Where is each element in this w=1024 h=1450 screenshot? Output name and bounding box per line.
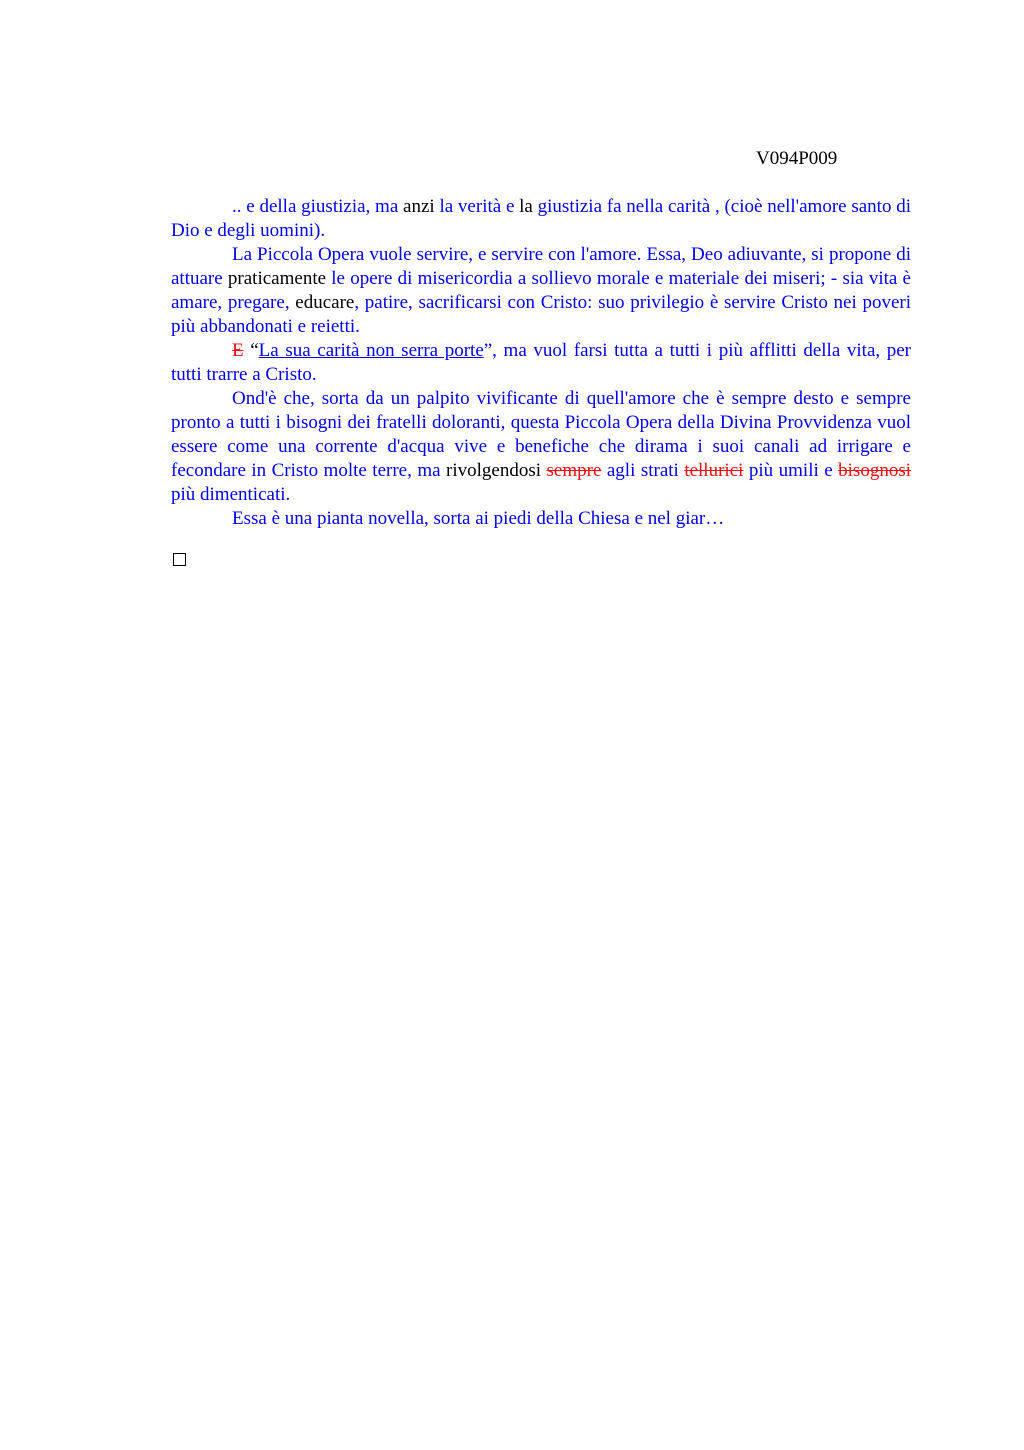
deleted-text: bisognosi xyxy=(838,460,912,481)
text-run: più dimenticati. xyxy=(171,484,291,505)
page-code: V094P009 xyxy=(756,148,838,169)
text-run: educare xyxy=(295,292,355,313)
paragraph xyxy=(171,339,911,387)
paragraph xyxy=(171,243,911,339)
text-run: “ xyxy=(243,340,259,361)
text-run: praticamente xyxy=(227,268,332,289)
deleted-text: tellurici xyxy=(684,460,744,481)
text-run: La Piccola Opera vuole servire, e servire con l'amore. Essa, Deo adiuvante, si propone di attuare xyxy=(171,244,911,289)
document-body xyxy=(171,195,911,531)
text-run: anzi xyxy=(403,196,440,217)
text-run: rivolgendosi xyxy=(446,460,547,481)
deleted-text: E xyxy=(232,340,244,361)
paragraph xyxy=(171,387,911,507)
text-run: Ond'è che, sorta da un palpito vivificante di quell'amore che è sempre desto e sempre pronto a tutti i bisogni dei fratelli doloranti, questa Piccola Opera della Divina Provvidenza vuol essere come una corrente d'acqua vive e benefiche che dirama i suoi canali ad irrigare e fecondare in Cristo molte terre, ma xyxy=(171,388,911,481)
text-run: ”, ma vuol farsi tutta a tutti i più afflitti della vita, per tutti trarre a Cristo. xyxy=(171,340,911,385)
deleted-text: sempre xyxy=(546,460,602,481)
text-run: agli strati xyxy=(601,460,685,481)
text-run: le opere di misericordia a sollievo morale e materiale dei miseri; - sia vita è amare, pregare, xyxy=(171,268,911,313)
text-run: la xyxy=(519,196,538,217)
checkbox-square-icon xyxy=(173,553,186,566)
paragraph xyxy=(171,507,911,531)
text-run: più umili e xyxy=(743,460,839,481)
paragraph xyxy=(171,195,911,243)
text-run: .. e della giustizia, ma xyxy=(232,196,404,217)
text-run: , patire, sacrificarsi con Cristo: suo privilegio è servire Cristo nei poveri più abbandonati e reietti. xyxy=(171,292,911,337)
text-run: Essa è una pianta novella, sorta ai piedi della Chiesa e nel giar… xyxy=(232,508,725,529)
underlined-quote: La sua carità non serra porte xyxy=(258,340,484,361)
text-run: la verità e xyxy=(439,196,520,217)
text-run: giustizia fa nella carità , (cioè nell'amore santo di Dio e degli uomini). xyxy=(171,196,911,241)
